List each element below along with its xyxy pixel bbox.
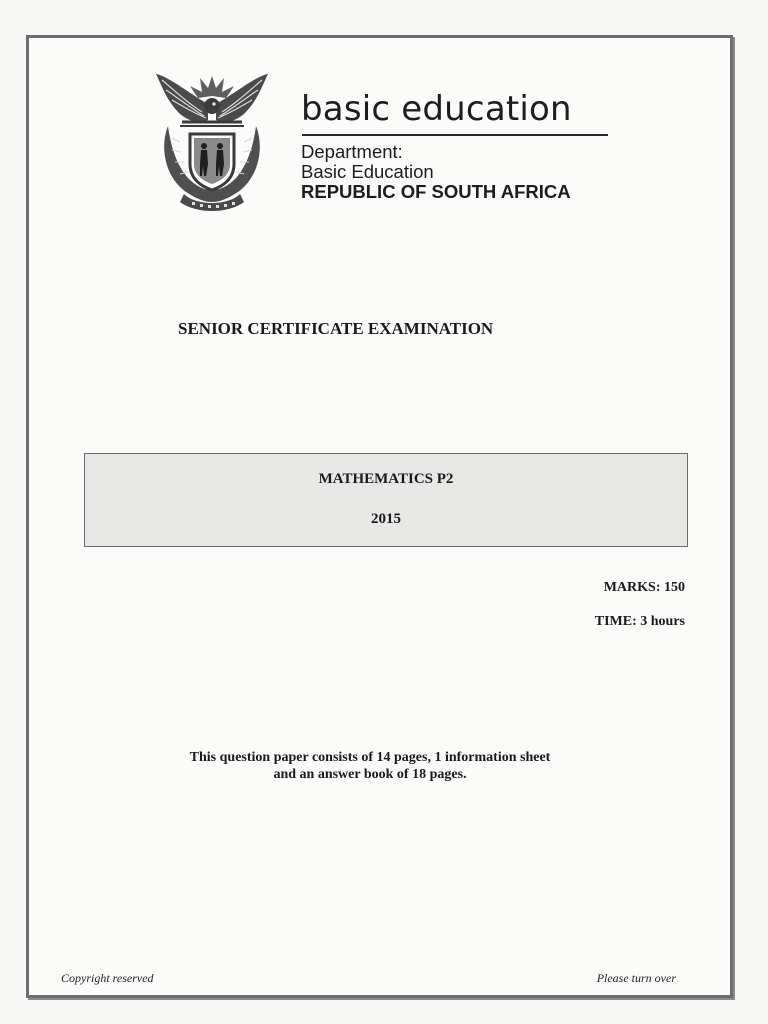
marks-total: MARKS: 150 (603, 580, 685, 595)
subject-box (84, 453, 688, 547)
exam-year: 2015 (371, 511, 401, 527)
country-name: REPUBLIC OF SOUTH AFRICA (301, 181, 571, 202)
turn-over-notice: Please turn over (596, 971, 676, 985)
paper-info-line-1: This question paper consists of 14 pages, 1 information sheet (189, 750, 551, 765)
department-name: Basic Education (301, 161, 434, 182)
department-label: Department: (301, 141, 403, 162)
time-allowed: TIME: 3 hours (594, 614, 685, 629)
brand-divider (302, 134, 608, 136)
coat-of-arms-icon (150, 66, 274, 216)
paper-info-line-2: and an answer book of 18 pages. (273, 767, 467, 782)
copyright-notice: Copyright reserved (61, 971, 154, 985)
paper-info (150, 749, 590, 783)
brand-title: basic education (301, 89, 572, 129)
subject-name: MATHEMATICS P2 (318, 471, 454, 487)
exam-title: SENIOR CERTIFICATE EXAMINATION (178, 319, 494, 338)
